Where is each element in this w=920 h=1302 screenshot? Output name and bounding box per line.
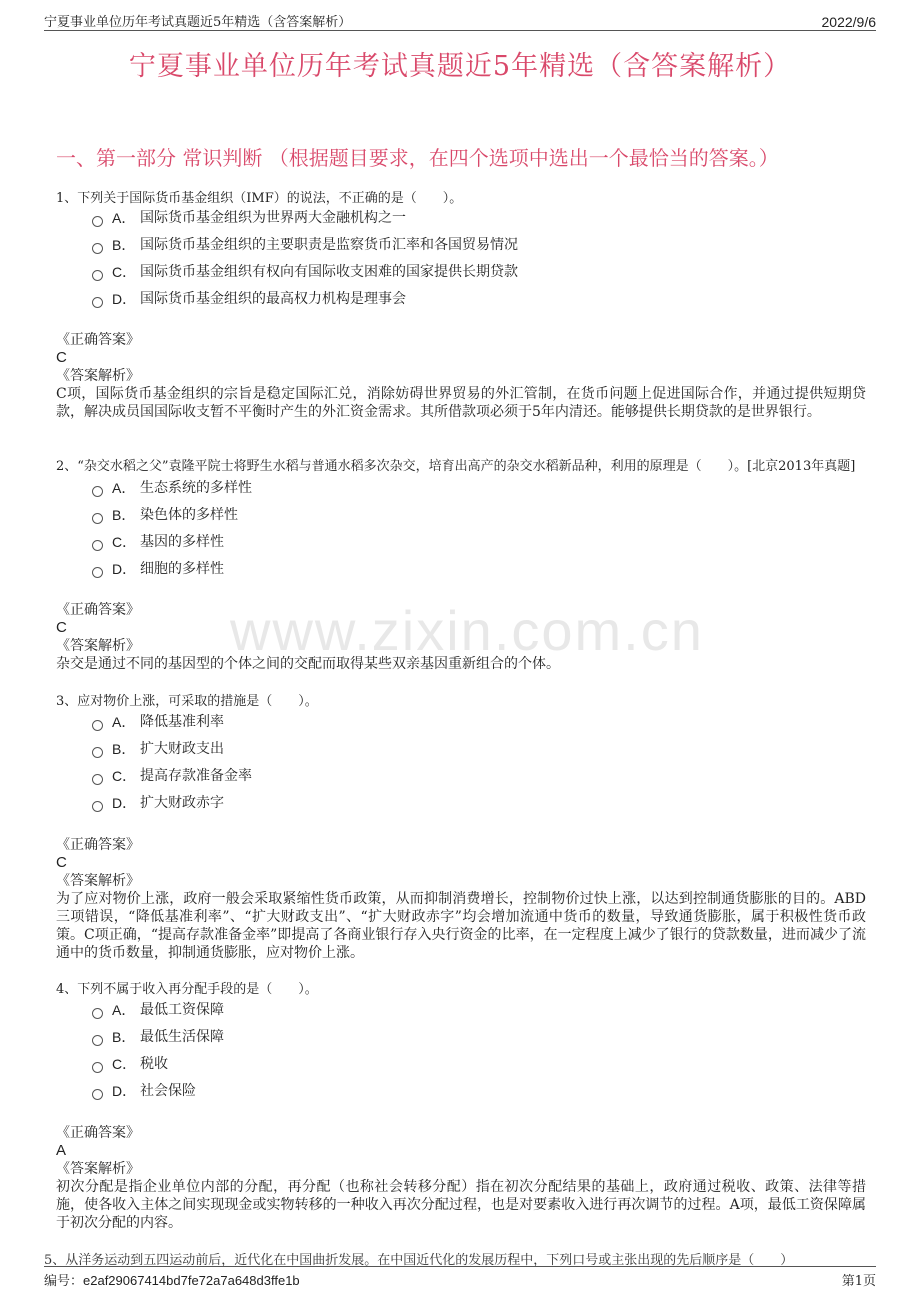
analysis-label: 《答案解析》 (56, 873, 140, 889)
header-date: 2022/9/6 (821, 14, 876, 30)
radio-icon[interactable] (92, 297, 103, 308)
radio-icon[interactable] (92, 216, 103, 227)
answer-value: C (56, 854, 67, 871)
analysis-label: 《答案解析》 (56, 638, 140, 654)
analysis-label: 《答案解析》 (56, 1161, 140, 1177)
option-text: 生态系统的多样性 (140, 480, 252, 496)
radio-icon[interactable] (92, 1035, 103, 1046)
option-c[interactable]: C． 国际货币基金组织有权向有国际收支困难的国家提供长期贷款 (92, 263, 518, 281)
option-b[interactable]: B． 国际货币基金组织的主要职责是监察货币汇率和各国贸易情况 (92, 236, 518, 254)
header-doc-title: 宁夏事业单位历年考试真题近5年精选（含答案解析） (44, 15, 352, 30)
answer-label: 《正确答案》 (56, 332, 140, 348)
radio-icon[interactable] (92, 243, 103, 254)
document-code: 编号：e2af29067414bd7fe72a7a648d3ffe1b (44, 1273, 300, 1288)
radio-icon[interactable] (92, 720, 103, 731)
footer-divider (44, 1266, 876, 1267)
page-header (44, 10, 876, 30)
radio-icon[interactable] (92, 1008, 103, 1019)
answer-label: 《正确答案》 (56, 602, 140, 618)
answer-value: C (56, 619, 67, 636)
analysis-text: C项，国际货币基金组织的宗旨是稳定国际汇兑，消除妨碍世界贸易的外汇管制，在货币问题上促进国际合作，并通过提供短期贷款，解决成员国国际收支暂不平衡时产生的外汇资金需求。其所借款项必须于5年内清还。能够提供长期贷款的是世界银行。 (56, 386, 866, 420)
option-text: 降低基准利率 (140, 714, 224, 730)
radio-icon[interactable] (92, 513, 103, 524)
option-b[interactable]: B． 染色体的多样性 (92, 506, 238, 524)
radio-icon[interactable] (92, 567, 103, 578)
option-text: 提高存款准备金率 (140, 768, 252, 784)
page-footer (44, 1270, 876, 1289)
option-text: 国际货币基金组织的最高权力机构是理事会 (140, 291, 406, 307)
option-text: 社会保险 (140, 1083, 196, 1099)
answer-value: A (56, 1142, 67, 1159)
radio-icon[interactable] (92, 270, 103, 281)
answer-block (56, 836, 866, 962)
option-a[interactable]: A． 生态系统的多样性 (92, 479, 252, 497)
section-heading: 一、第一部分 常识判断 （根据题目要求，在四个选项中选出一个最恰当的答案。） (56, 146, 779, 170)
option-d[interactable]: D． 社会保险 (92, 1082, 196, 1100)
question-stem: 1、下列关于国际货币基金组织（IMF）的说法，不正确的是（ ）。 (56, 191, 463, 206)
option-c[interactable]: C． 提高存款准备金率 (92, 767, 252, 785)
answer-block (56, 331, 866, 421)
option-a[interactable]: A． 最低工资保障 (92, 1001, 224, 1019)
option-b[interactable]: B． 最低生活保障 (92, 1028, 224, 1046)
analysis-label: 《答案解析》 (56, 368, 140, 384)
option-a[interactable]: A． 国际货币基金组织为世界两大金融机构之一 (92, 209, 406, 227)
page-number: 第1页 (841, 1274, 876, 1289)
option-a[interactable]: A． 降低基准利率 (92, 713, 224, 731)
question-stem-cutoff: 5、从洋务运动到五四运动前后，近代化在中国曲折发展。在中国近代化的发展历程中，下列口号或主张出现的先后顺序是（ ） (44, 1253, 794, 1268)
option-c[interactable]: C． 基因的多样性 (92, 533, 224, 551)
option-c[interactable]: C． 税收 (92, 1055, 168, 1073)
radio-icon[interactable] (92, 774, 103, 785)
option-text: 国际货币基金组织的主要职责是监察货币汇率和各国贸易情况 (140, 237, 518, 253)
option-text: 扩大财政赤字 (140, 795, 224, 811)
option-text: 最低工资保障 (140, 1002, 224, 1018)
answer-block (56, 601, 866, 673)
radio-icon[interactable] (92, 486, 103, 497)
watermark: www.zixin.com.cn (230, 599, 704, 662)
option-text: 染色体的多样性 (140, 507, 238, 523)
option-text: 国际货币基金组织为世界两大金融机构之一 (140, 210, 406, 226)
question-stem: 2、“杂交水稻之父”袁隆平院士将野生水稻与普通水稻多次杂交，培育出高产的杂交水稻新品种，利用的原理是（ ）。[北京2013年真题] (56, 459, 856, 474)
answer-label: 《正确答案》 (56, 1125, 140, 1141)
option-text: 最低生活保障 (140, 1029, 224, 1045)
question-stem: 4、下列不属于收入再分配手段的是（ ）。 (56, 982, 318, 997)
question-stem: 3、应对物价上涨，可采取的措施是（ ）。 (56, 694, 318, 709)
page-title: 宁夏事业单位历年考试真题近5年精选（含答案解析） (128, 51, 792, 82)
radio-icon[interactable] (92, 747, 103, 758)
analysis-text: 杂交是通过不同的基因型的个体之间的交配而取得某些双亲基因重新组合的个体。 (56, 656, 560, 672)
radio-icon[interactable] (92, 1089, 103, 1100)
header-divider (44, 30, 876, 31)
option-text: 税收 (140, 1056, 168, 1072)
option-text: 基因的多样性 (140, 534, 224, 550)
option-d[interactable]: D． 扩大财政赤字 (92, 794, 224, 812)
option-text: 国际货币基金组织有权向有国际收支困难的国家提供长期贷款 (140, 264, 518, 280)
answer-value: C (56, 349, 67, 366)
radio-icon[interactable] (92, 540, 103, 551)
option-d[interactable]: D． 细胞的多样性 (92, 560, 224, 578)
option-text: 扩大财政支出 (140, 741, 224, 757)
analysis-text: 初次分配是指企业单位内部的分配，再分配（也称社会转移分配）指在初次分配结果的基础上，政府通过税收、政策、法律等措施，使各收入主体之间实现现金或实物转移的一种收入再次分配过程，也是对要素收入进行再次调节的过程。A项，最低工资保障属于初次分配的内容。 (56, 1179, 866, 1231)
option-text: 细胞的多样性 (140, 561, 224, 577)
radio-icon[interactable] (92, 801, 103, 812)
answer-block (56, 1124, 866, 1232)
answer-label: 《正确答案》 (56, 837, 140, 853)
analysis-text: 为了应对物价上涨，政府一般会采取紧缩性货币政策，从而抑制消费增长，控制物价过快上涨，以达到控制通货膨胀的目的。ABD三项错误，“降低基准利率”、“扩大财政支出”、“扩大财政赤字”均会增加流通中货币的数量，导致通货膨胀，属于积极性货币政策。C项正确，“提高存款准备金率”即提高了各商业银行存入央行资金的比率，在一定程度上减少了银行的贷款数量，进而减少了流通中的货币数量，抑制通货膨胀，应对物价上涨。 (56, 891, 866, 961)
radio-icon[interactable] (92, 1062, 103, 1073)
option-b[interactable]: B． 扩大财政支出 (92, 740, 224, 758)
option-d[interactable]: D． 国际货币基金组织的最高权力机构是理事会 (92, 290, 406, 308)
